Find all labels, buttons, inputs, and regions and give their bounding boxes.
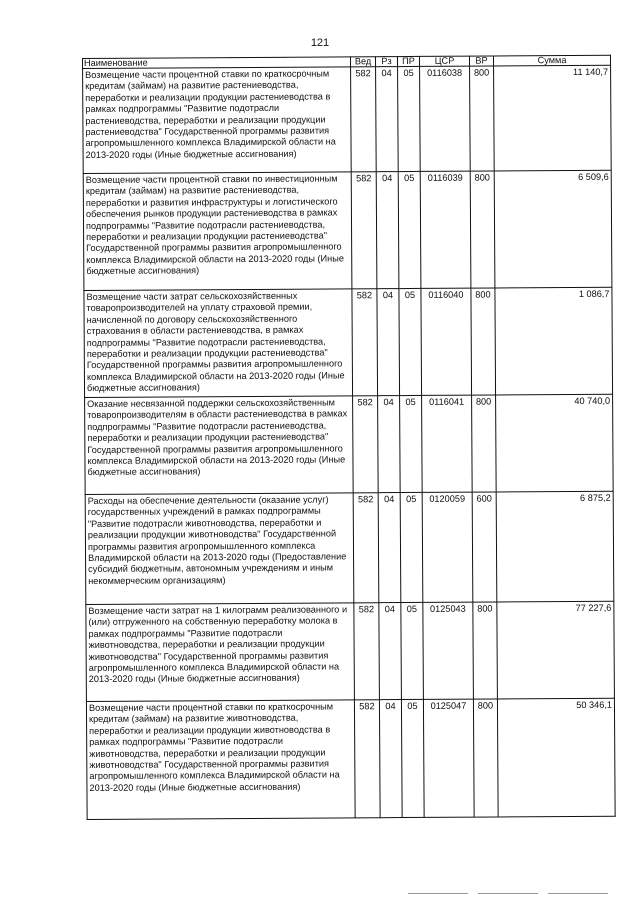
row-pr: 05 (399, 288, 422, 395)
row-pr: 05 (398, 171, 421, 288)
row-name: Возмещение части затрат сельскохозяйственных товаропроизводителей на уплату страховой премии, начисленной по договору сельскохозяйственного страхования в области растениеводства, в рамках подпрограммы "Развитие подотрасли растениеводства, переработки и реализации продукции растениеводства" Государственной программы развития агропромышленного комплекса Владимирской области на 2013-2020 годы (Иные бюджетные ассигнования) (84, 289, 353, 398)
row-rz: 04 (379, 603, 402, 700)
row-pr: 05 (401, 699, 424, 817)
row-name: Возмещение части процентной ставки по инвестиционным кредитам (займам) на развитие растениеводства, переработки и развития инфраструктуры и логистического обеспечения рынков продукции растениеводства в рамках подпрограммы "Развитие подотрасли растениеводства, переработки и реализации продукции растениеводства" Государственной программы развития агропромышленного комплекса Владимирской области на 2013-2020 годы (Иные бюджетные ассигнования) (83, 172, 352, 291)
row-rz: 04 (378, 396, 401, 493)
row-pr: 05 (398, 66, 421, 171)
row-vr: 800 (472, 395, 497, 492)
header-csr: ЦСР (419, 56, 469, 66)
row-pr: 05 (400, 395, 423, 492)
scan-artifact-line (408, 893, 468, 894)
table-row (84, 287, 613, 397)
header-sum: Сумма (493, 55, 610, 66)
table-row (86, 601, 615, 701)
row-sum: 77 227,6 (497, 601, 615, 699)
row-vr: 800 (470, 66, 495, 171)
row-rz: 04 (379, 700, 402, 818)
header-pr: ПР (397, 56, 419, 66)
row-ved: 582 (352, 289, 378, 396)
row-sum: 1 086,7 (495, 287, 613, 395)
row-csr: 0120059 (422, 492, 473, 602)
row-csr: 0116039 (420, 171, 471, 288)
row-rz: 04 (378, 493, 401, 603)
row-pr: 05 (400, 492, 423, 602)
scan-artifact-line (548, 893, 608, 894)
row-name: Расходы на обеспечение деятельности (оказание услуг) государственных учреждений в рамках подпрограммы "Развитие подотрасли животноводства, переработки и реализации продукции животноводства" Государственной программы развития агропромышленного комплекса Владимирской области на 2013-2020 годы (Предоставление субсидий бюджетным, автономным учреждениям и иным некоммерческим организациям) (85, 493, 354, 605)
budget-table (82, 55, 616, 820)
row-ved: 582 (351, 67, 377, 172)
row-sum: 40 740,0 (496, 394, 614, 492)
row-name: Возмещение части процентной ставки по краткосрочным кредитам (займам) на развитие растениеводства, переработки и реализации продукции растениеводства в рамках подпрограммы "Развитие подотрасли растениеводства, переработки и реализации продукции растениеводства" Государственной программы развития агропромышленного комплекса Владимирской области на 2013-2020 годы (Иные бюджетные ассигнования) (83, 67, 352, 174)
row-name: Возмещение части затрат на 1 килограмм реализованного и (или) отгруженного на собственную переработку молока в рамках подпрограммы "Развитие подотрасли животноводства, переработки и реализации продукции животноводства" Государственной программы развития агропромышленного комплекса Владимирской области на 2013-2020 годы (Иные бюджетные ассигнования) (86, 603, 355, 702)
row-sum: 6 509,6 (494, 170, 612, 288)
row-ved: 582 (351, 172, 377, 289)
table-row (86, 698, 615, 819)
row-sum: 50 346,1 (497, 698, 615, 817)
row-csr: 0116038 (420, 66, 471, 171)
row-vr: 800 (473, 602, 498, 699)
row-sum: 6 875,2 (496, 491, 614, 602)
row-pr: 05 (401, 602, 424, 699)
row-csr: 0116040 (421, 288, 472, 395)
row-name: Оказание несвязанной поддержки сельскохозяйственным товаропроизводителям в области растениеводства в рамках подпрограммы "Развитие подотрасли растениеводства, переработки и реализации продукции растениеводства" Государственной программы развития агропромышленного комплекса Владимирской области на 2013-2020 годы (Иные бюджетные ассигнования) (85, 396, 354, 495)
row-ved: 582 (353, 493, 379, 603)
row-sum: 11 140,7 (494, 65, 612, 171)
page-number: 121 (310, 37, 330, 49)
row-ved: 582 (353, 396, 379, 493)
row-rz: 04 (377, 289, 400, 396)
row-vr: 800 (470, 171, 495, 288)
row-rz: 04 (376, 172, 399, 289)
header-rz: Рз (375, 57, 397, 67)
row-rz: 04 (376, 67, 399, 172)
header-vr: ВР (469, 56, 493, 66)
row-csr: 0116041 (422, 395, 473, 492)
header-ved: Вед (350, 57, 375, 67)
row-name: Возмещение части процентной ставки по краткосрочным кредитам (займам) на развитие животноводства, переработки и реализации продукции животноводства в рамках подпрограммы "Развитие подотрасли животноводства, переработки и реализации продукции животноводства" Государственной программы развития агропромышленного комплекса Владимирской области на 2013-2020 годы (Иные бюджетные ассигнования) (86, 700, 355, 820)
table-row (83, 170, 612, 290)
row-ved: 582 (354, 700, 380, 818)
row-ved: 582 (354, 603, 380, 700)
row-csr: 0125043 (423, 602, 474, 699)
row-vr: 800 (473, 699, 498, 817)
scan-artifact-line (478, 893, 538, 894)
row-vr: 800 (471, 288, 496, 395)
table-row (85, 491, 614, 604)
row-csr: 0125047 (423, 699, 474, 817)
header-name: Наименование (83, 57, 351, 69)
row-vr: 600 (472, 492, 497, 602)
table-row (83, 65, 612, 173)
table-row (85, 394, 614, 494)
